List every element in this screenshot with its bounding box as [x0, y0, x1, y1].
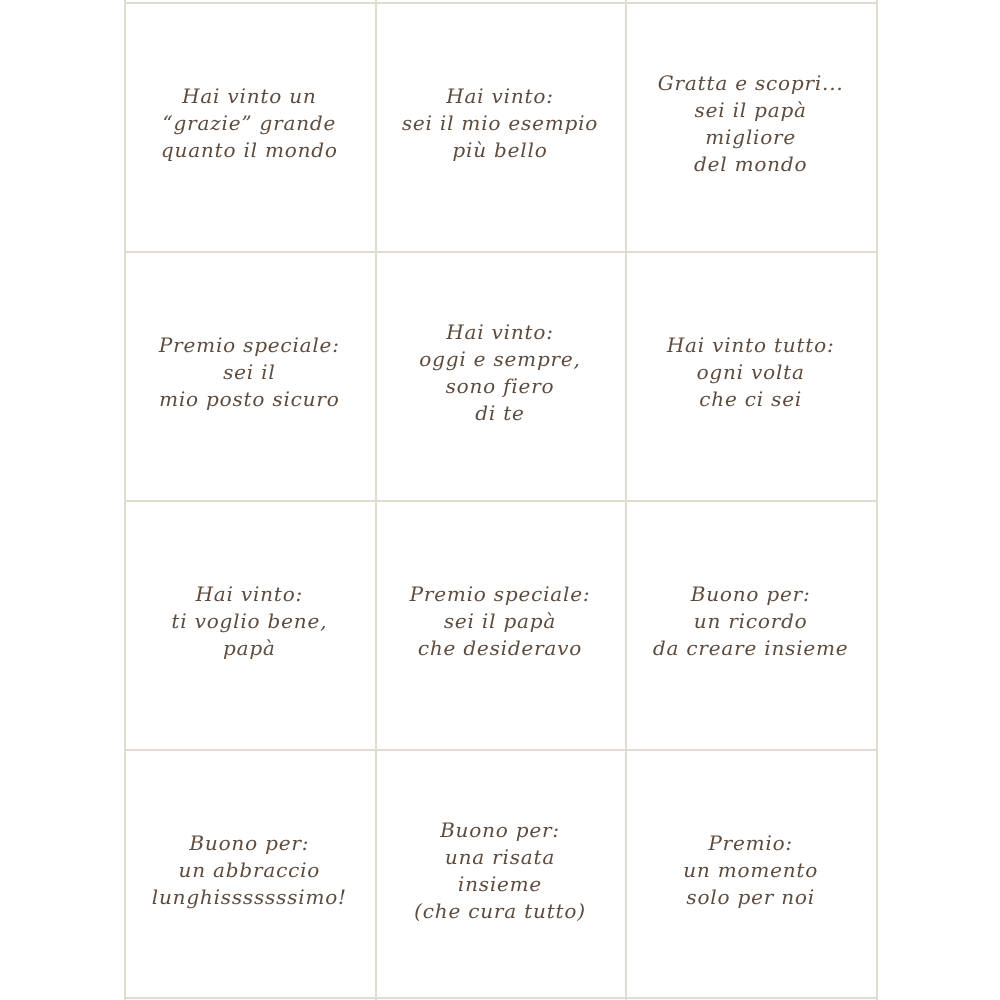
- card-line: sei il papà: [443, 609, 557, 633]
- card-grid: [124, 2, 876, 998]
- card-cell: [625, 749, 876, 998]
- scratch-card-message: [414, 817, 586, 931]
- card-line: “grazie” grande: [162, 111, 337, 135]
- card-line: sei il: [223, 360, 276, 384]
- card-line: (che cura tutto): [414, 898, 586, 923]
- card-line: oggi e sempre,: [419, 346, 581, 371]
- card-line: che ci sei: [699, 387, 803, 411]
- card-line: lunghisssssssimo!: [151, 885, 347, 909]
- card-line: solo per noi: [686, 885, 815, 909]
- card-line: Hai vinto:: [446, 84, 554, 108]
- scratch-card-message: [152, 830, 347, 917]
- card-line: ti voglio bene,: [171, 609, 328, 633]
- card-line: Hai vinto:: [195, 582, 304, 606]
- card-line: Buono per:: [690, 582, 811, 606]
- card-cell: [375, 749, 626, 998]
- scratch-card-message: [658, 70, 844, 184]
- card-cell: [375, 500, 626, 749]
- card-line: sei il mio esempio: [401, 111, 599, 135]
- card-line: insieme: [457, 871, 543, 896]
- scratch-card-message: [683, 830, 818, 917]
- card-line: Premio speciale:: [158, 333, 340, 357]
- card-cell: [375, 251, 626, 500]
- card-line: sei il papà: [694, 97, 807, 122]
- card-cell: [124, 251, 375, 500]
- grid-line-vertical: [876, 0, 878, 1000]
- card-line: una risata: [444, 844, 556, 869]
- card-cell: [375, 2, 626, 251]
- card-line: sono fiero: [445, 373, 555, 398]
- card-line: Gratta e scopri...: [657, 70, 844, 95]
- scratch-card-message: [159, 332, 340, 419]
- card-line: un abbraccio: [178, 858, 321, 882]
- scratch-card-message: [171, 581, 327, 668]
- card-line: del mondo: [693, 151, 808, 176]
- card-line: Premio:: [708, 831, 793, 855]
- card-line: un momento: [683, 858, 819, 882]
- scratch-card-message: [410, 581, 591, 668]
- card-line: Buono per:: [189, 831, 310, 855]
- card-line: da creare insieme: [652, 636, 849, 660]
- card-line: papà: [223, 636, 276, 660]
- card-cell: [124, 2, 375, 251]
- scratch-card-message: [653, 581, 849, 668]
- card-line: più bello: [452, 138, 548, 162]
- card-cell: [625, 251, 876, 500]
- card-cell: [124, 500, 375, 749]
- card-line: quanto il mondo: [160, 138, 338, 162]
- card-line: Hai vinto:: [446, 319, 554, 344]
- scratch-card-message: [419, 319, 580, 433]
- card-cell: [625, 2, 876, 251]
- card-line: Buono per:: [440, 817, 560, 842]
- card-line: Hai vinto un: [182, 84, 317, 108]
- scratch-card-message: [161, 83, 338, 170]
- card-line: di te: [475, 400, 525, 425]
- card-line: Premio speciale:: [409, 582, 591, 606]
- card-cell: [124, 749, 375, 998]
- scratch-card-message: [667, 332, 835, 419]
- card-cell: [625, 500, 876, 749]
- card-line: ogni volta: [696, 360, 805, 384]
- scratch-card-message: [402, 83, 598, 170]
- card-line: migliore: [705, 124, 797, 149]
- card-line: che desideravo: [417, 636, 583, 660]
- card-line: Hai vinto tutto:: [666, 333, 835, 357]
- card-line: un ricordo: [693, 609, 808, 633]
- card-line: mio posto sicuro: [159, 387, 340, 411]
